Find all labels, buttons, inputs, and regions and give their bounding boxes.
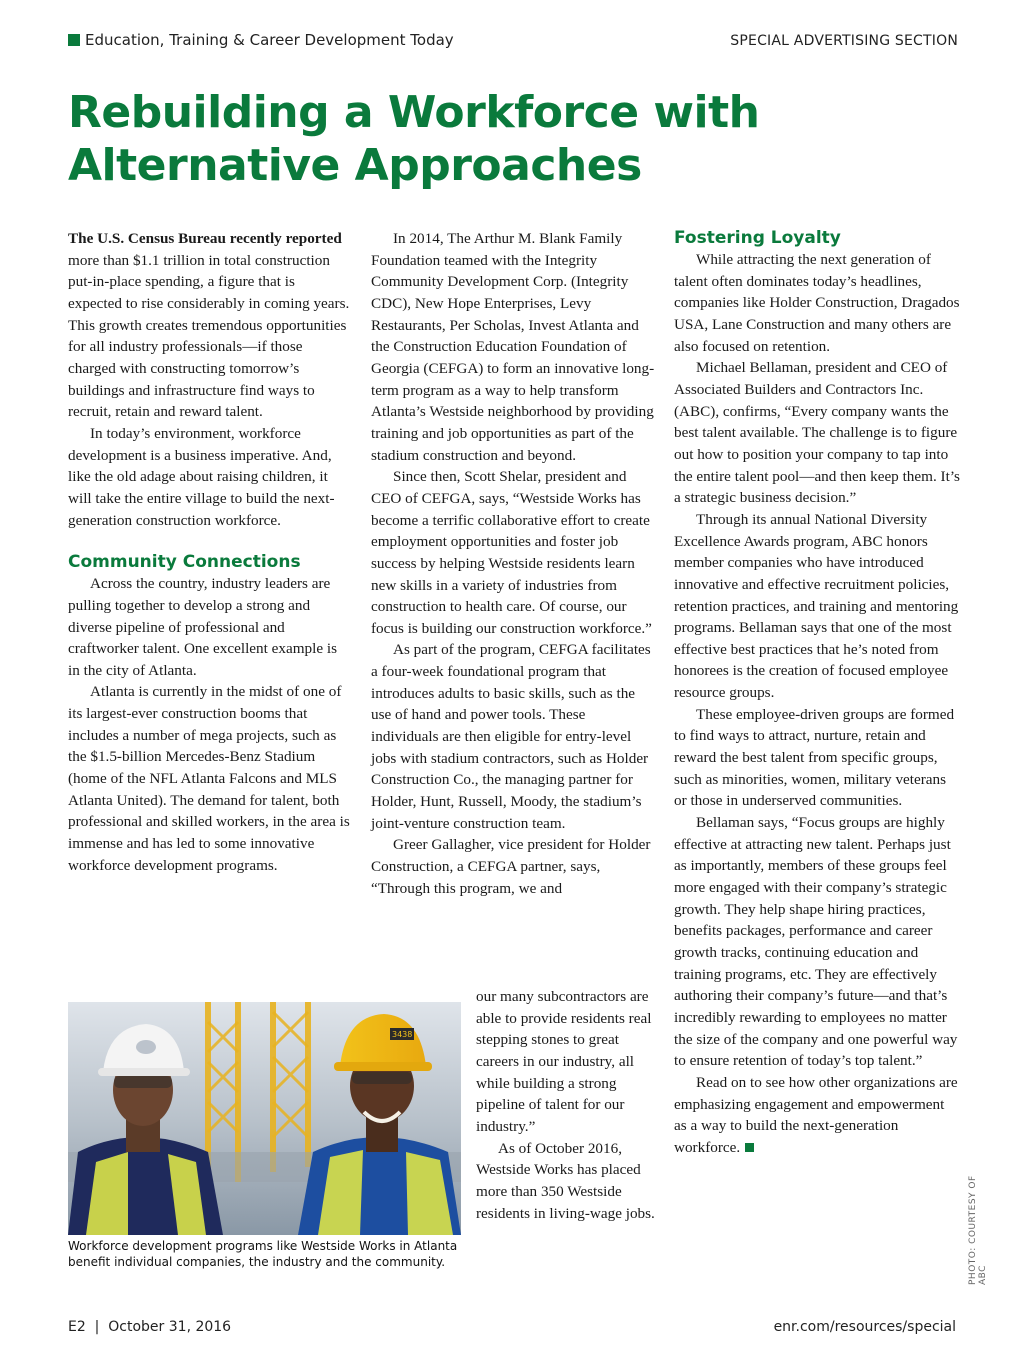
- lead-paragraph: [68, 228, 350, 423]
- paragraph: As part of the program, CEFGA facilitates a four-week foundational program that introduces adults to basic skills, such as the use of hand and power tools. These individuals are then eligible for entry-level jobs with stadium contractors, such as Holder Construction Co., the managing partner for Holder, Hunt, Russell, Moody, the stadium’s joint-venture construction team.: [371, 641, 651, 832]
- paragraph: Through its annual National Diversity Excellence Awards program, ABC honors member companies who have introduced innovative and effective recruitment policies, retention practices, and training and mentoring programs. Bellaman says that one of the most effective best practices that he’s noted from honorees is the creation of focused employee resource groups.: [674, 510, 959, 702]
- closing-paragraph: [674, 1072, 960, 1159]
- hardhat-number: 3438: [392, 1030, 413, 1039]
- paragraph: While attracting the next generation of talent often dominates today’s headlines, companies like Holder Construction, Dragados USA, Lane Construction and many others are also focused on retention.: [674, 251, 960, 355]
- paragraph: our many subcontractors are able to provide residents real stepping stones to great careers in our industry, all while building a strong pipeline of talent for our industry.”: [476, 988, 652, 1135]
- photo-workers: [68, 1002, 461, 1235]
- lead-bold-text: The U.S. Census Bureau recently reported: [68, 230, 342, 247]
- subhead-fostering-loyalty: Fostering Loyalty: [674, 228, 841, 248]
- column-1: [68, 228, 350, 876]
- section-label: [68, 31, 454, 49]
- photo-credit: PHOTO: COURTESY OF ABC: [968, 1175, 988, 1285]
- paragraph: Since then, Scott Shelar, president and CEO of CEFGA, says, “Westside Works has become a terrific collaborative effort to create employment opportunities and foster job success by helping Westside residents learn new skills in a variety of industries from construction to health care. Of course, our focus is building our construction workforce.”: [371, 468, 652, 637]
- end-mark-icon: [745, 1143, 754, 1152]
- column-2-continued: [476, 986, 656, 1224]
- page-info: E2 | October 31, 2016: [68, 1319, 232, 1335]
- subhead-community-connections: Community Connections: [68, 552, 301, 573]
- paragraph: These employee-driven groups are formed to find ways to attract, nurture, retain and reward the best talent from specific groups, such as minorities, women, military veterans or those in underserved communities.: [674, 705, 955, 810]
- paragraph: Michael Bellaman, president and CEO of Associated Builders and Contractors Inc. (ABC), confirms, “Every company wants the best talent available. The challenge is to figure out how to position your company to tap into the entire talent pool—and then keep them. It’s a strategic business decision.”: [674, 359, 960, 507]
- paragraph: In today’s environment, workforce development is a business imperative. And, like the old adage about raising children, it will take the entire village to build the next-generation construction workforce.: [68, 424, 335, 529]
- paragraph: As of October 2016, Westside Works has placed more than 350 Westside residents in living-wage jobs.: [476, 1139, 655, 1222]
- paragraph: Atlanta is currently in the midst of one of its largest-ever construction booms that includes a number of mega projects, such as the $1.5-billion Mercedes-Benz Stadium (home of the NFL Atlanta Falcons and MLS Atlanta United). The demand for talent, both professional and skilled workers, in the area is immense and has led to some innovative workforce development programs.: [68, 683, 350, 874]
- paragraph: Across the country, industry leaders are pulling together to develop a strong and diverse pipeline of professional and craftworker talent. One excellent example is in the city of Atlanta.: [68, 575, 338, 679]
- section-label-text: Education, Training & Career Development Today: [85, 31, 454, 49]
- paragraph: Bellaman says, “Focus groups are highly effective at attracting new talent. Perhaps just as importantly, members of these groups feel more engaged with their company’s strategic growth. They help shape hiring practices, benefits packages, performance and career growth tracks, continuing education and training programs, etc. They are effectively authoring their company’s future—and that’s incredibly rewarding to employees no matter the size of the company and one powerful way to ensure retention of today’s top talent.”: [674, 814, 958, 1070]
- photo-caption: Workforce development programs like Westside Works in Atlanta benefit individual companies, the industry and the community.: [68, 1239, 458, 1269]
- paragraph: In 2014, The Arthur M. Blank Family Foundation teamed with the Integrity Community Development Corp. (Integrity CDC), New Hope Enterprises, Levy Restaurants, Per Scholas, Invest Atlanta and the Construction Education Foundation of Georgia (CEFGA) to form an innovative long-term program as a way to help transform Atlanta’s Westside neighborhood by providing training and job opportunities as part of the stadium construction and beyond.: [371, 230, 655, 464]
- column-3: [674, 228, 960, 1159]
- green-square-icon: [68, 34, 80, 46]
- column-2: [371, 228, 655, 899]
- footer-url: enr.com/resources/special: [773, 1319, 956, 1335]
- paragraph: Greer Gallagher, vice president for Holder Construction, a CEFGA partner, says, “Through this program, we and: [371, 836, 651, 897]
- lead-paragraph-rest: more than $1.1 trillion in total construction put-in-place spending, a figure that is expected to rise considerably in coming years. This growth creates tremendous opportunities for all industry professionals—if those charged with constructing tomorrow’s buildings and infrastructure find ways to recruit, retain and reward talent.: [68, 251, 350, 421]
- workers-illustration: [68, 1002, 461, 1235]
- article-title: Rebuilding a Workforce with Alternative Approaches: [68, 87, 760, 191]
- closing-text: Read on to see how other organizations are emphasizing engagement and empowerment as a way to build the next-generation workforce.: [674, 1073, 958, 1156]
- advertising-label: SPECIAL ADVERTISING SECTION: [730, 33, 958, 49]
